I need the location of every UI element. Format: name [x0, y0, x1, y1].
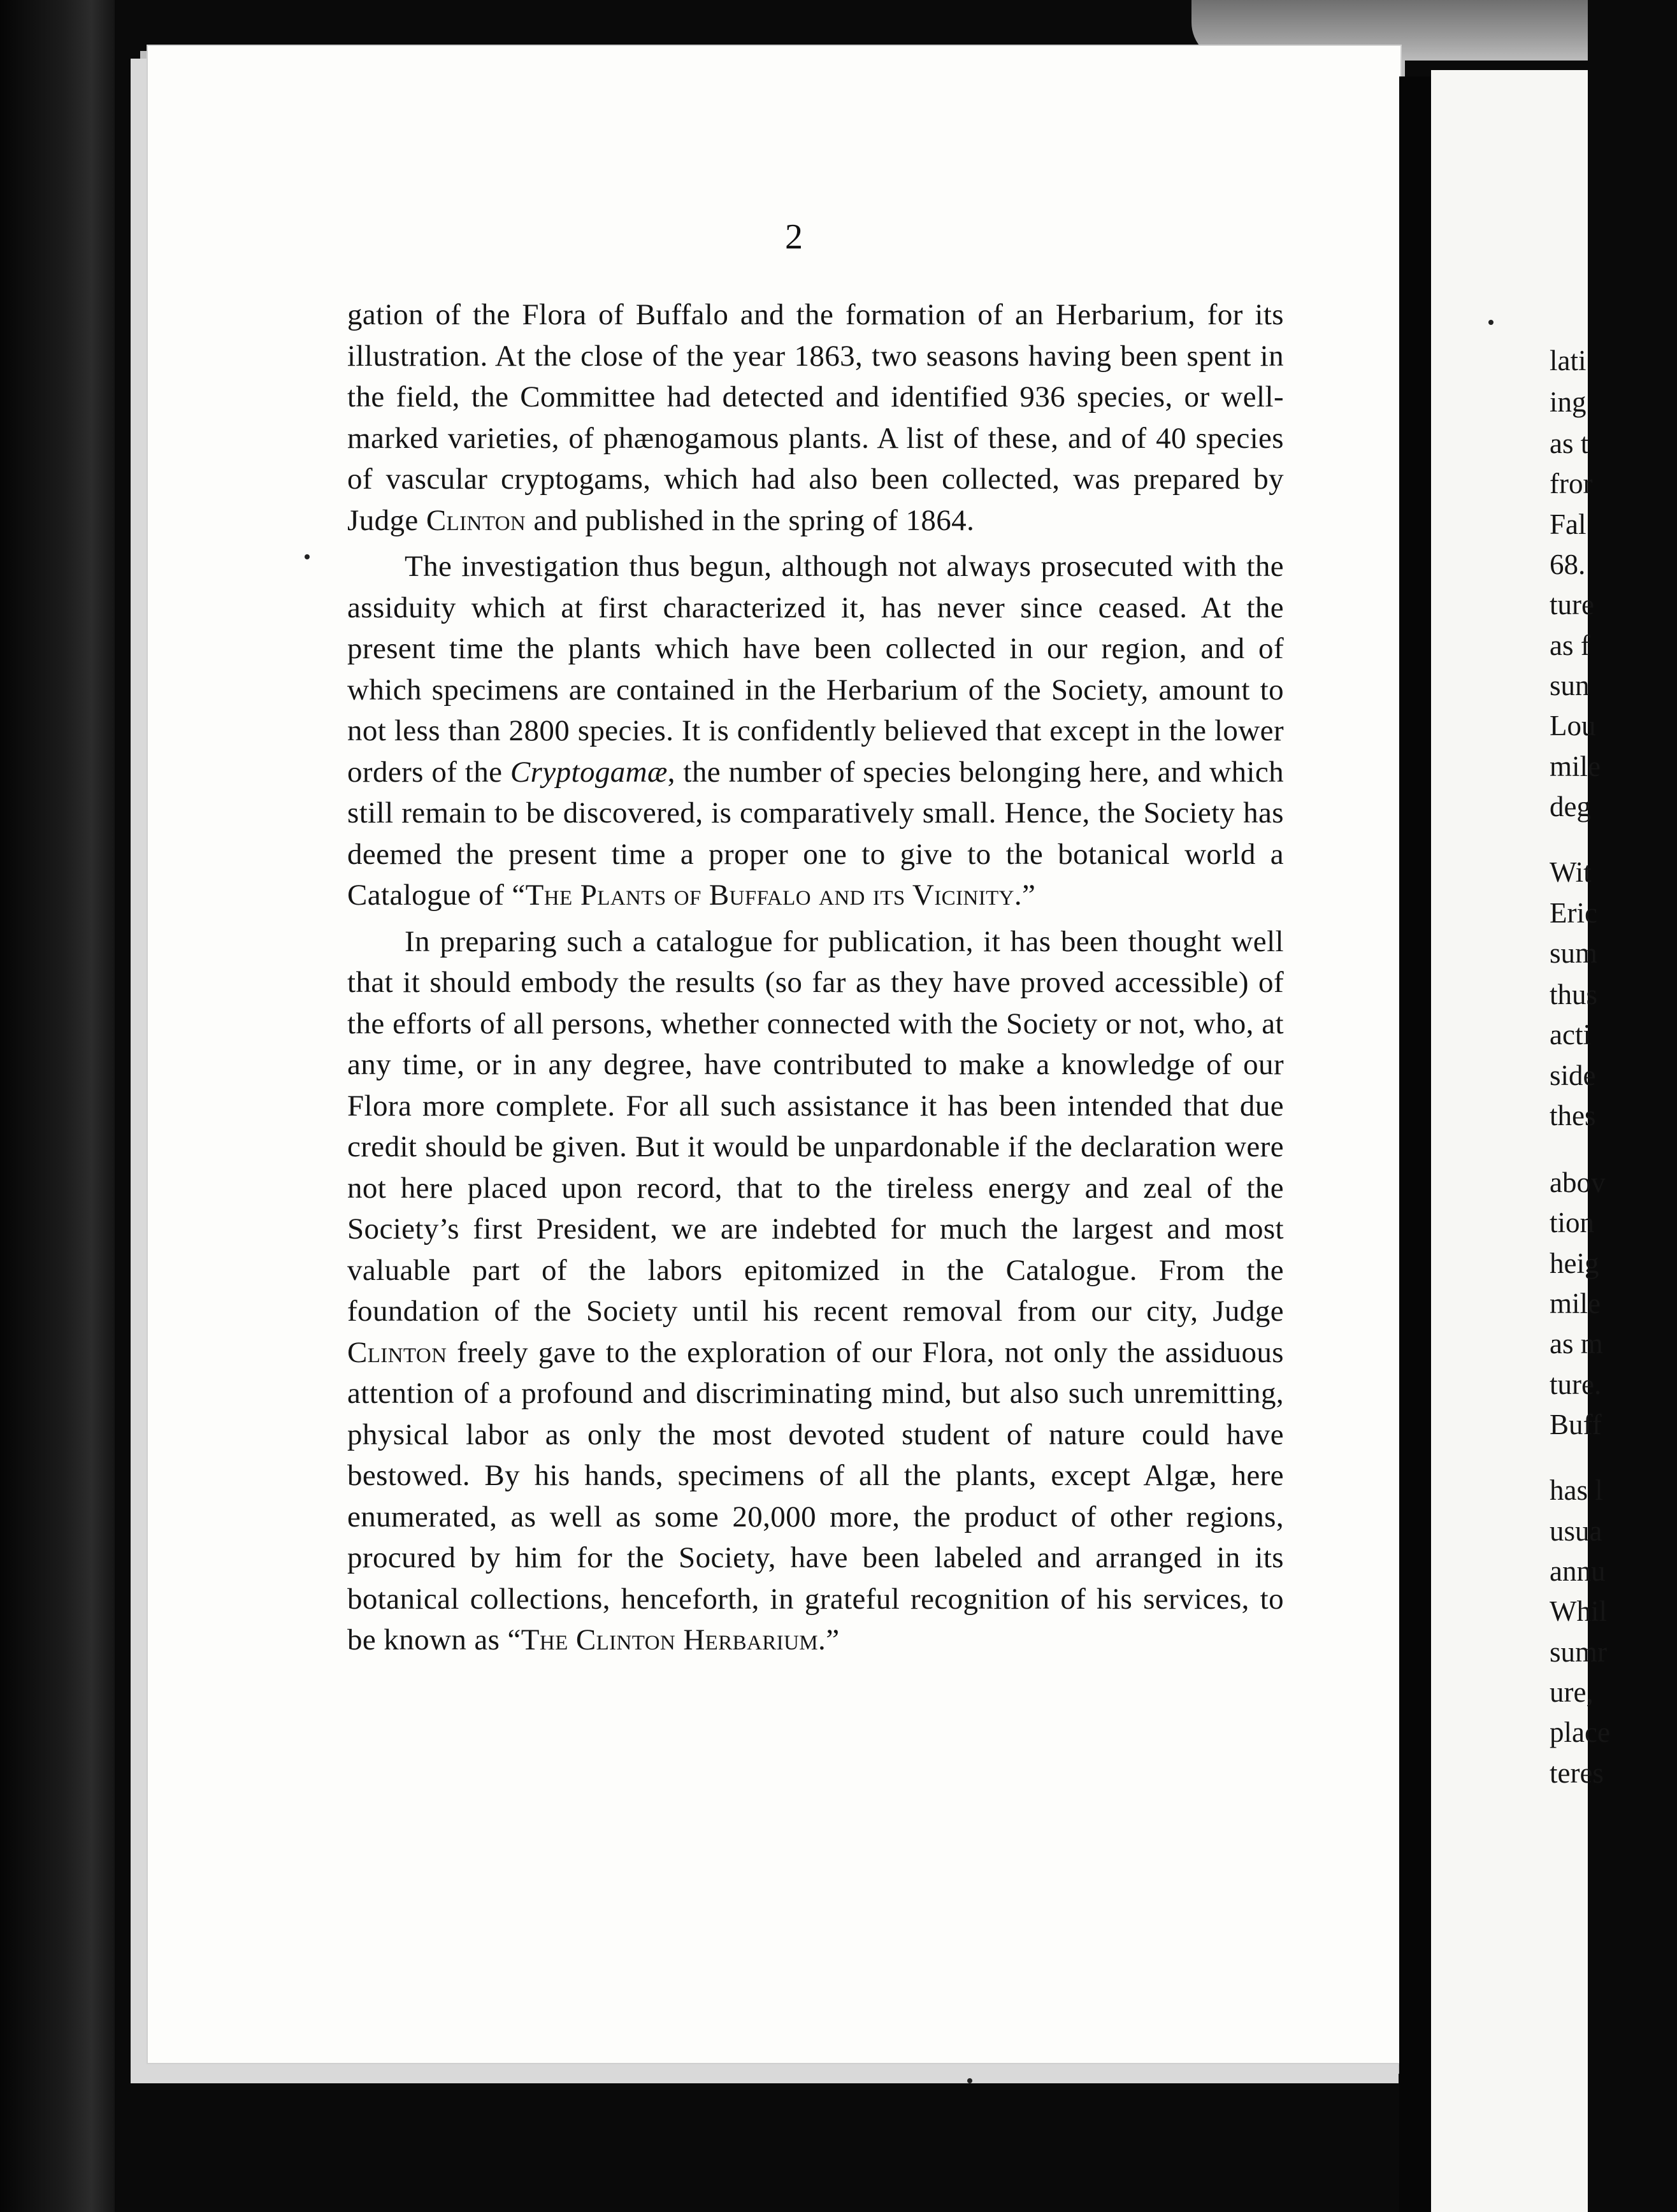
- facing-page-fragment: ture: [1550, 589, 1594, 621]
- paragraph: [347, 546, 1284, 916]
- facing-page-fragment: mile: [1550, 1288, 1601, 1319]
- facing-page-fragment: abov: [1550, 1167, 1606, 1198]
- dust-speck: [1488, 320, 1493, 325]
- facing-page-fragment: teres: [1550, 1757, 1604, 1789]
- facing-page-fragment: 68.: [1550, 549, 1586, 580]
- facing-page-fragment: Fal: [1550, 508, 1587, 540]
- text-run: gation of the Flora of Buffalo and the formation of an Herbarium, for its illustration. At the close of the year 1863, two seasons having been spent in the field, the Committee had detected and identified 936 species, or well-marked varieties, of phænogamous plants. A list of these, and of 40 species of vascular cryptogams, which had also been collected, was prepared by Judge: [347, 298, 1284, 537]
- page-number: 2: [785, 217, 803, 257]
- small-caps-text: The Clinton Herbarium: [521, 1623, 819, 1656]
- text-run: The investigation thus begun, although not always prosecuted with the assiduity which at first characterized it, has never since ceased. At the present time the plants which have been collected in our region, and of which specimens are contained in the Herbarium of the Society, amount to not less than 2800 species. It is confidently believed that except in the lower orders of the: [347, 550, 1284, 789]
- facing-page-fragment: thes: [1550, 1100, 1596, 1131]
- facing-page-fragment: Lou: [1550, 710, 1596, 742]
- text-run: .”: [1014, 879, 1036, 912]
- facing-page-fragment: ing: [1550, 386, 1587, 418]
- facing-page-fragment: usua: [1550, 1515, 1602, 1547]
- dust-speck: [967, 2078, 972, 2083]
- small-caps-text: The Plants of Buffalo and its Vicinity: [525, 879, 1014, 912]
- facing-page-fragment: Buff: [1550, 1409, 1602, 1440]
- page-body-text: [347, 294, 1284, 1661]
- text-run: freely gave to the exploration of our Flora, not only the assiduous attention of a profound and discriminating mind, but also such unremitting, physical labor as only the most devoted student of nature could have bestowed. By his hands, specimens of all the plants, except Algæ, here enumerated, as well as some 20,000 more, the product of other regions, procured by him for the Society, have been labeled and arranged in its botanical collections, henceforth, in grateful recognition of his services, to be known as “: [347, 1335, 1284, 1656]
- facing-page-fragment: Wit: [1550, 856, 1592, 888]
- facing-page-fragment: sumr: [1550, 1636, 1607, 1668]
- facing-page-fragment: thus: [1550, 979, 1598, 1010]
- facing-page-fragment: sun: [1550, 670, 1590, 701]
- facing-page-fragment: mile: [1550, 750, 1601, 782]
- facing-page-fragment: ture.: [1550, 1368, 1602, 1400]
- facing-page-fragment: side: [1550, 1059, 1596, 1091]
- text-run: .”: [818, 1623, 840, 1656]
- facing-page-fragment: lati: [1550, 345, 1587, 377]
- facing-page-fragment: tion: [1550, 1207, 1595, 1239]
- facing-page-fragment: Eric: [1550, 897, 1597, 929]
- small-caps-text: Clinton: [426, 503, 526, 537]
- book-binding-edge: [0, 0, 115, 2212]
- facing-page-fragment: annu: [1550, 1555, 1606, 1587]
- facing-page-fragment: ure,: [1550, 1676, 1594, 1708]
- facing-page-fragment: as t: [1550, 427, 1589, 459]
- facing-page-fragment: heig: [1550, 1247, 1599, 1279]
- facing-page-fragment: acti: [1550, 1019, 1591, 1051]
- paragraph: [347, 294, 1284, 541]
- text-run: and published in the spring of 1864.: [526, 503, 975, 537]
- text-run: In preparing such a catalogue for publication, it has been thought well that it should embody the results (so far as they have proved accessible) of the efforts of all persons, whether connected with the Society or not, who, at any time, or in any degree, have contributed to make a knowledge of our Flora more complete. For all such assistance it has been intended that due credit should be given. But it would be unpardonable if the declaration were not here placed upon record, that to the tireless energy and zeal of the Society’s first President, we are indebted for much the largest and most valuable part of the labors epitomized in the Catalogue. From the foundation of the Society until his recent removal from our city, Judge: [347, 924, 1284, 1328]
- small-caps-text: Clinton: [347, 1335, 447, 1369]
- facing-page-fragment: has l: [1550, 1474, 1603, 1506]
- facing-page-fragment: sum: [1550, 937, 1598, 969]
- facing-page-fragment: as f: [1550, 629, 1590, 661]
- facing-page-fragment: deg: [1550, 791, 1591, 822]
- facing-page-fragment: Whil: [1550, 1595, 1607, 1627]
- facing-page-fragment: as m: [1550, 1328, 1603, 1360]
- page-gutter: [1399, 76, 1431, 2212]
- italic-text: Cryptogamæ: [510, 755, 668, 789]
- text-run: , the number of species belonging here, and which still remain to be discovered, is comparatively small. Hence, the Society has deemed the present time a proper one to give to the botanical world a Catalogue of “: [347, 755, 1284, 912]
- dust-speck: [305, 554, 310, 559]
- paragraph: [347, 921, 1284, 1661]
- facing-page-fragment: fror: [1550, 468, 1593, 499]
- facing-page-fragment: place: [1550, 1716, 1610, 1748]
